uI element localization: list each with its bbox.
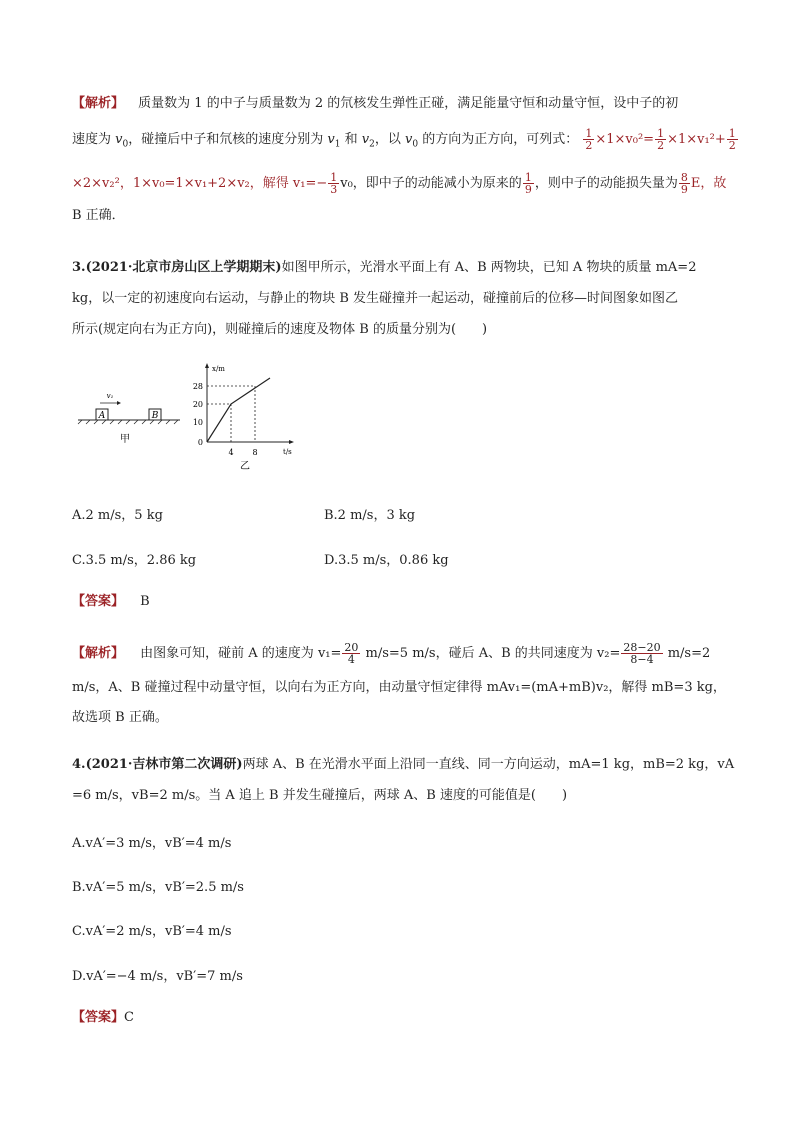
analysis-text: m/s，A、B 碰撞过程中动量守恒，以向右为正方向，由动量守恒定律得 mAv₁=(mA+mB)v₂，解得 mB=3 kg， (72, 680, 726, 695)
question-text: =6 m/s，vB=2 m/s。当 A 追上 B 并发生碰撞后，两球 A、B 速度的可能值是( ) (72, 788, 568, 803)
position-time-line (207, 378, 270, 442)
answer-value: C (124, 1010, 134, 1025)
fraction: $\frac{1}{3}$ (330, 171, 338, 196)
text: ，碰撞后中子和氘核的速度分别为 (128, 132, 328, 147)
q2-analysis-line1 (72, 96, 678, 112)
analysis-label: 【解析】 (72, 646, 125, 661)
q3-analysis-line1 (72, 642, 710, 665)
text: v₀，即中子的动能减小为原来的 (340, 176, 522, 191)
q3-option-b[interactable]: B.2 m/s，3 kg (324, 508, 416, 523)
q4-stem-line2 (72, 788, 567, 804)
y-tick-10: 10 (192, 418, 203, 427)
x-axis-label: t/s (283, 448, 292, 456)
y-axis-label: x/m (212, 365, 225, 373)
analysis-text: 故选项 B 正确。 (72, 710, 168, 725)
x-tick-4: 4 (228, 448, 234, 457)
text: 速度为 (72, 132, 116, 147)
y-tick-28: 28 (192, 382, 203, 391)
x-axis-arrow (289, 440, 294, 444)
question-number: 3. (72, 260, 86, 275)
q2-analysis-line3 (72, 172, 726, 195)
figure-jia-label: 甲 (120, 434, 130, 445)
analysis-text: m/s=5 m/s，碰后 A、B 的共同速度为 v₂= (361, 646, 621, 661)
block-a-label: A (98, 411, 106, 421)
y-axis-arrow (205, 363, 209, 368)
equation: ×1×v₀²= (595, 132, 655, 147)
fraction: $\frac{1}{2}$ (585, 127, 593, 152)
q4-answer (72, 1010, 134, 1026)
x-tick-8: 8 (252, 448, 258, 457)
question-source: (2021·吉林市第二次调研) (85, 757, 243, 772)
text: v (115, 132, 123, 147)
velocity-label: v₁ (106, 392, 114, 400)
question-text: 两球 A、B 在光滑水平面上沿同一直线、同一方向运动，mA=1 kg，mB=2 kg，vA (242, 757, 735, 772)
text: B 正确． (72, 208, 125, 223)
equation: ×2×v₂²，1×v₀=1×v₁+2×v₂，解得 v₁=− (72, 176, 328, 191)
q3-figure (72, 362, 312, 472)
figure-yi-label: 乙 (240, 461, 250, 472)
q3-option-d[interactable]: D.3.5 m/s，0.86 kg (324, 553, 449, 568)
velocity-arrowhead (117, 401, 121, 405)
q4-option-d[interactable]: D.vA′=−4 m/s，vB′=7 m/s (72, 969, 243, 984)
q3-option-c[interactable]: C.3.5 m/s，2.86 kg (72, 553, 197, 568)
answer-value: B (140, 594, 150, 609)
text: 和 (340, 132, 362, 147)
analysis-text: 由图象可知，碰前 A 的速度为 v₁= (140, 646, 342, 661)
fraction: $\frac{1}{2}$ (657, 127, 665, 152)
equation: E，故 (690, 176, 727, 191)
question-number: 4. (72, 757, 86, 772)
question-source: (2021·北京市房山区上学期期末) (85, 260, 282, 275)
fraction: $\frac{1}{2}$ (728, 127, 736, 152)
question-text: 所示(规定向右为正方向)，则碰撞后的速度及物体 B 的质量分别为( ) (72, 322, 488, 337)
question-text: kg，以一定的初速度向右运动，与静止的物块 B 发生碰撞并一起运动，碰撞前后的位移—时间图象如图乙 (72, 291, 679, 306)
text: 的方向为正方向，可列式： (418, 132, 579, 147)
text: ，则中子的动能损失量为 (534, 176, 678, 191)
q3-stem-line3 (72, 322, 487, 338)
analysis-text: m/s=2 (663, 646, 711, 661)
y-tick-0: 0 (197, 438, 203, 447)
q3-stem-line2 (72, 291, 678, 307)
fraction: $\frac{8}{9}$ (680, 171, 688, 196)
q4-stem-line1 (72, 757, 734, 773)
fraction: $\frac{20}{4}$ (344, 641, 359, 666)
answer-label: 【答案】 (72, 594, 125, 609)
q4-option-a[interactable]: A.vA′=3 m/s，vB′=4 m/s (72, 836, 232, 851)
analysis-text: 质量数为 1 的中子与质量数为 2 的氘核发生弹性正碰，满足能量守恒和动量守恒，设中子的初 (138, 96, 679, 111)
y-tick-20: 20 (192, 400, 203, 409)
fraction: $\frac{28-20}{8-4}$ (623, 641, 661, 666)
question-text: 如图甲所示，光滑水平面上有 A、B 两物块，已知 A 物块的质量 mA=2 (281, 260, 697, 275)
q3-answer (72, 594, 150, 610)
q2-analysis-line2: 速度为 $v_0$，碰撞后中子和氘核的速度分别为 $v_1$ 和 $v_2$，以 $v_0$ 的方向为正方向，可列式： $\frac{1}{2}$ ×1×v₀²= $\frac{1}{2}$ ×1×v₁²+ $\frac{1}{2}$ (72, 127, 736, 152)
q2-analysis-line4 (72, 208, 125, 224)
answer-label: 【答案】 (72, 1010, 125, 1025)
q4-option-c[interactable]: C.vA′=2 m/s，vB′=4 m/s (72, 924, 232, 939)
text: ，以 (374, 132, 405, 147)
analysis-label: 【解析】 (72, 96, 125, 111)
equation: ×1×v₁²+ (667, 132, 726, 147)
q3-stem-line1 (72, 260, 696, 276)
q3-analysis-line3 (72, 710, 168, 726)
block-b-label: B (151, 411, 159, 421)
q3-option-a[interactable]: A.2 m/s，5 kg (72, 508, 163, 523)
fraction: $\frac{1}{9}$ (524, 171, 532, 196)
ground-hatch (78, 420, 178, 424)
q4-option-b[interactable]: B.vA′=5 m/s，vB′=2.5 m/s (72, 880, 244, 895)
q3-analysis-line2 (72, 680, 726, 696)
